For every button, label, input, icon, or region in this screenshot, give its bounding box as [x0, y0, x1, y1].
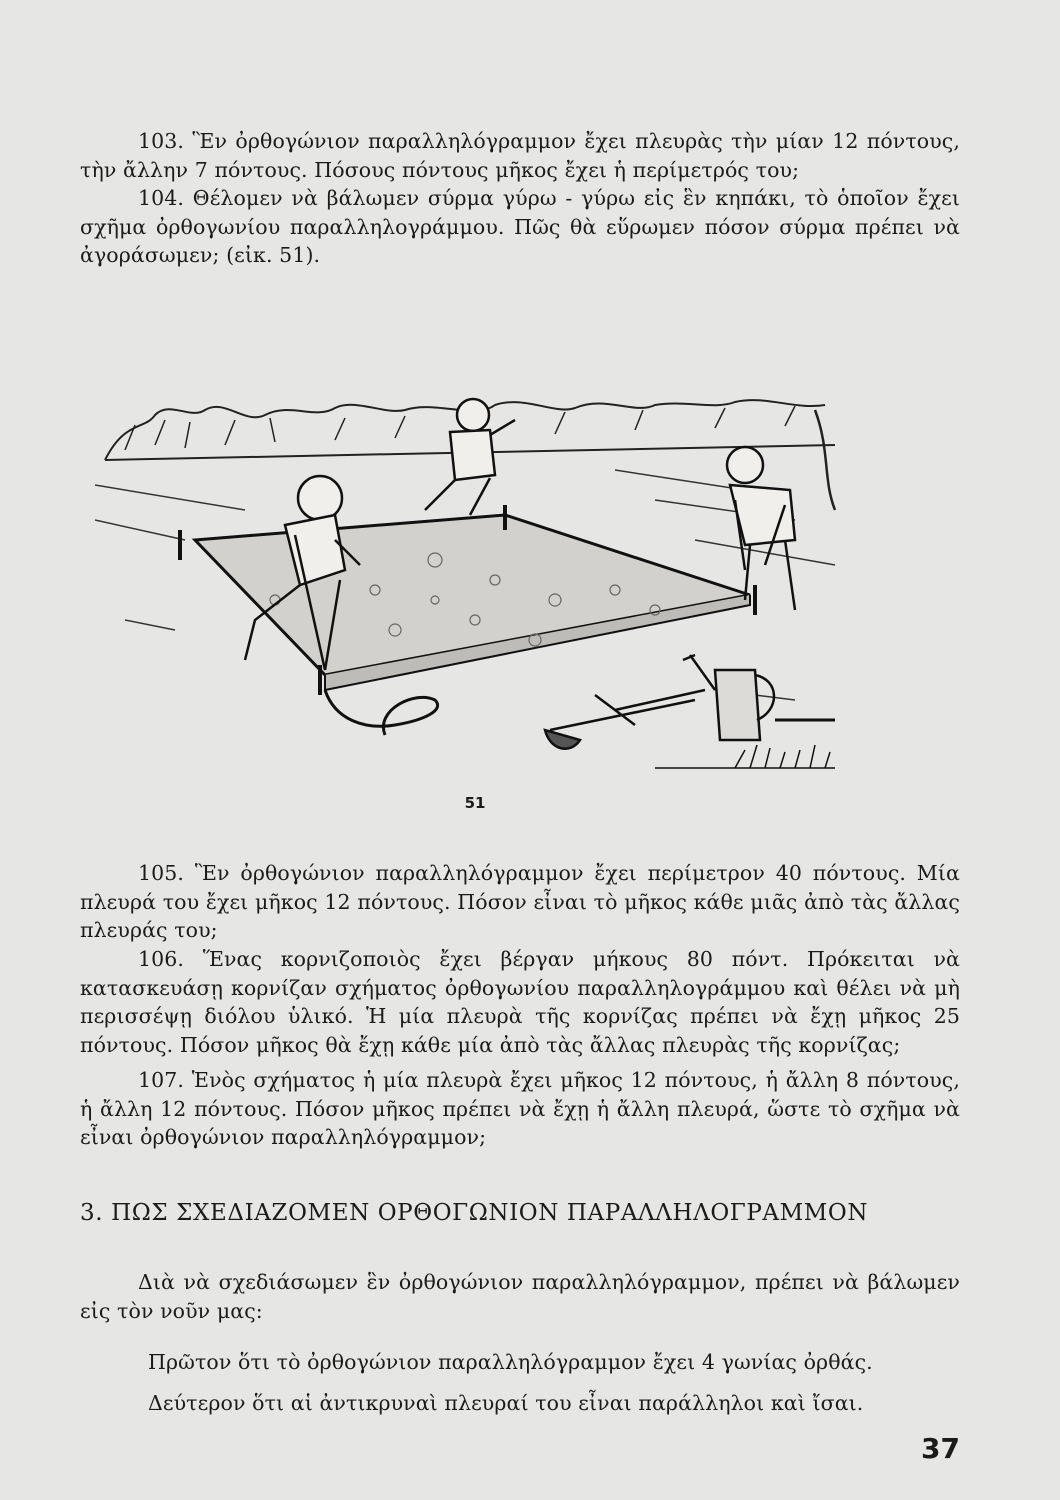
- exercise-number: 103.: [138, 129, 185, 153]
- exercise-107: [80, 1066, 960, 1152]
- worker-right: [727, 447, 795, 610]
- section-number: 3.: [80, 1200, 104, 1226]
- watering-can: [683, 655, 774, 740]
- section-title: ΠΩΣ ΣΧΕΔΙΑΖΟΜΕΝ ΟΡΘΟΓΩΝΙΟΝ ΠΑΡΑΛΛΗΛΟΓΡΑΜΜΟΝ: [111, 1200, 869, 1226]
- exercise-text: Ἓν ὀρθογώνιον παραλληλόγραμμον ἔχει πλευρὰς τὴν μίαν 12 πόντους, τὴν ἄλλην 7 πόντους. Πόσους πόντους μῆκος ἔχει ἡ περίμετρός του;: [80, 129, 960, 182]
- exercise-text: Ἓν ὀρθογώνιον παραλληλόγραμμον ἔχει περίμετρον 40 πόντους. Μία πλευρά του ἔχει μῆκος 12 πόντους. Πόσον εἶναι τὸ μῆκος κάθε μιᾶς ἀπὸ τὰς ἄλλας πλευράς του;: [80, 861, 960, 942]
- wire-coil: [325, 690, 438, 735]
- exercise-text: Ἕνας κορνιζοποιὸς ἔχει βέργαν μήκους 80 πόντ. Πρόκειται νὰ κατασκευάσῃ κορνίζαν σχήματος ὀρθογωνίου παραλληλογράμμου καὶ θέλει νὰ μὴ περισσέψῃ διόλου ὑλικό. Ἡ μία πλευρὰ τῆς κορνίζας πρέπει νὰ ἔχῃ μῆκος 25 πόντους. Πόσον μῆκος θὰ ἔχῃ κάθε μία ἀπὸ τὰς ἄλλας πλευρὰς τῆς κορνίζας;: [80, 947, 960, 1057]
- garden-bed: [180, 505, 755, 695]
- exercise-106: [80, 945, 960, 1059]
- section-heading: [80, 1198, 970, 1228]
- garden-wire-illustration: [95, 390, 855, 780]
- exercise-text: Θέλομεν νὰ βάλωμεν σύρμα γύρω - γύρω εἰς ἓν κηπάκι, τὸ ὁποῖον ἔχει σχῆμα ὀρθογωνίου παραλληλογράμμου. Πῶς θὰ εὕρωμεν πόσον σύρμα πρέπει νὰ ἀγοράσωμεν; (εἰκ. 51).: [80, 186, 960, 267]
- figure-caption: 51: [464, 794, 486, 812]
- worker-center: [425, 399, 515, 515]
- exercise-number: 104.: [138, 186, 185, 210]
- exercise-105: [80, 859, 960, 945]
- page-number: 37: [921, 1432, 960, 1465]
- grass-tufts: [655, 745, 835, 768]
- body-first: [80, 1348, 960, 1377]
- body-second-text: Δεύτερον ὅτι αἱ ἀντικρυναὶ πλευραί του εἶναι παράλληλοι καὶ ἴσαι.: [148, 1391, 864, 1415]
- exercise-text: Ἑνὸς σχήματος ἡ μία πλευρὰ ἔχει μῆκος 12 πόντους, ἡ ἄλλη 8 πόντους, ἡ ἄλλη 12 πόντους. Πόσον μῆκος πρέπει νὰ ἔχῃ ἡ ἄλλη πλευρά, ὥστε τὸ σχῆμα νὰ εἶναι ὀρθογώνιον παραλληλόγραμμον;: [80, 1068, 960, 1149]
- body-intro-text: Διὰ νὰ σχεδιάσωμεν ἓν ὀρθογώνιον παραλληλόγραμμον, πρέπει νὰ βάλωμεν εἰς τὸν νοῦν μας:: [80, 1270, 960, 1323]
- exercise-104: [80, 184, 960, 270]
- body-intro: [80, 1268, 960, 1325]
- exercise-number: 107.: [138, 1068, 185, 1092]
- body-first-text: Πρῶτον ὅτι τὸ ὀρθογώνιον παραλληλόγραμμον ἔχει 4 γωνίας ὀρθάς.: [148, 1350, 873, 1374]
- exercise-number: 105.: [138, 861, 185, 885]
- exercise-103: [80, 127, 960, 184]
- body-second: [80, 1389, 960, 1418]
- exercise-number: 106.: [138, 947, 185, 971]
